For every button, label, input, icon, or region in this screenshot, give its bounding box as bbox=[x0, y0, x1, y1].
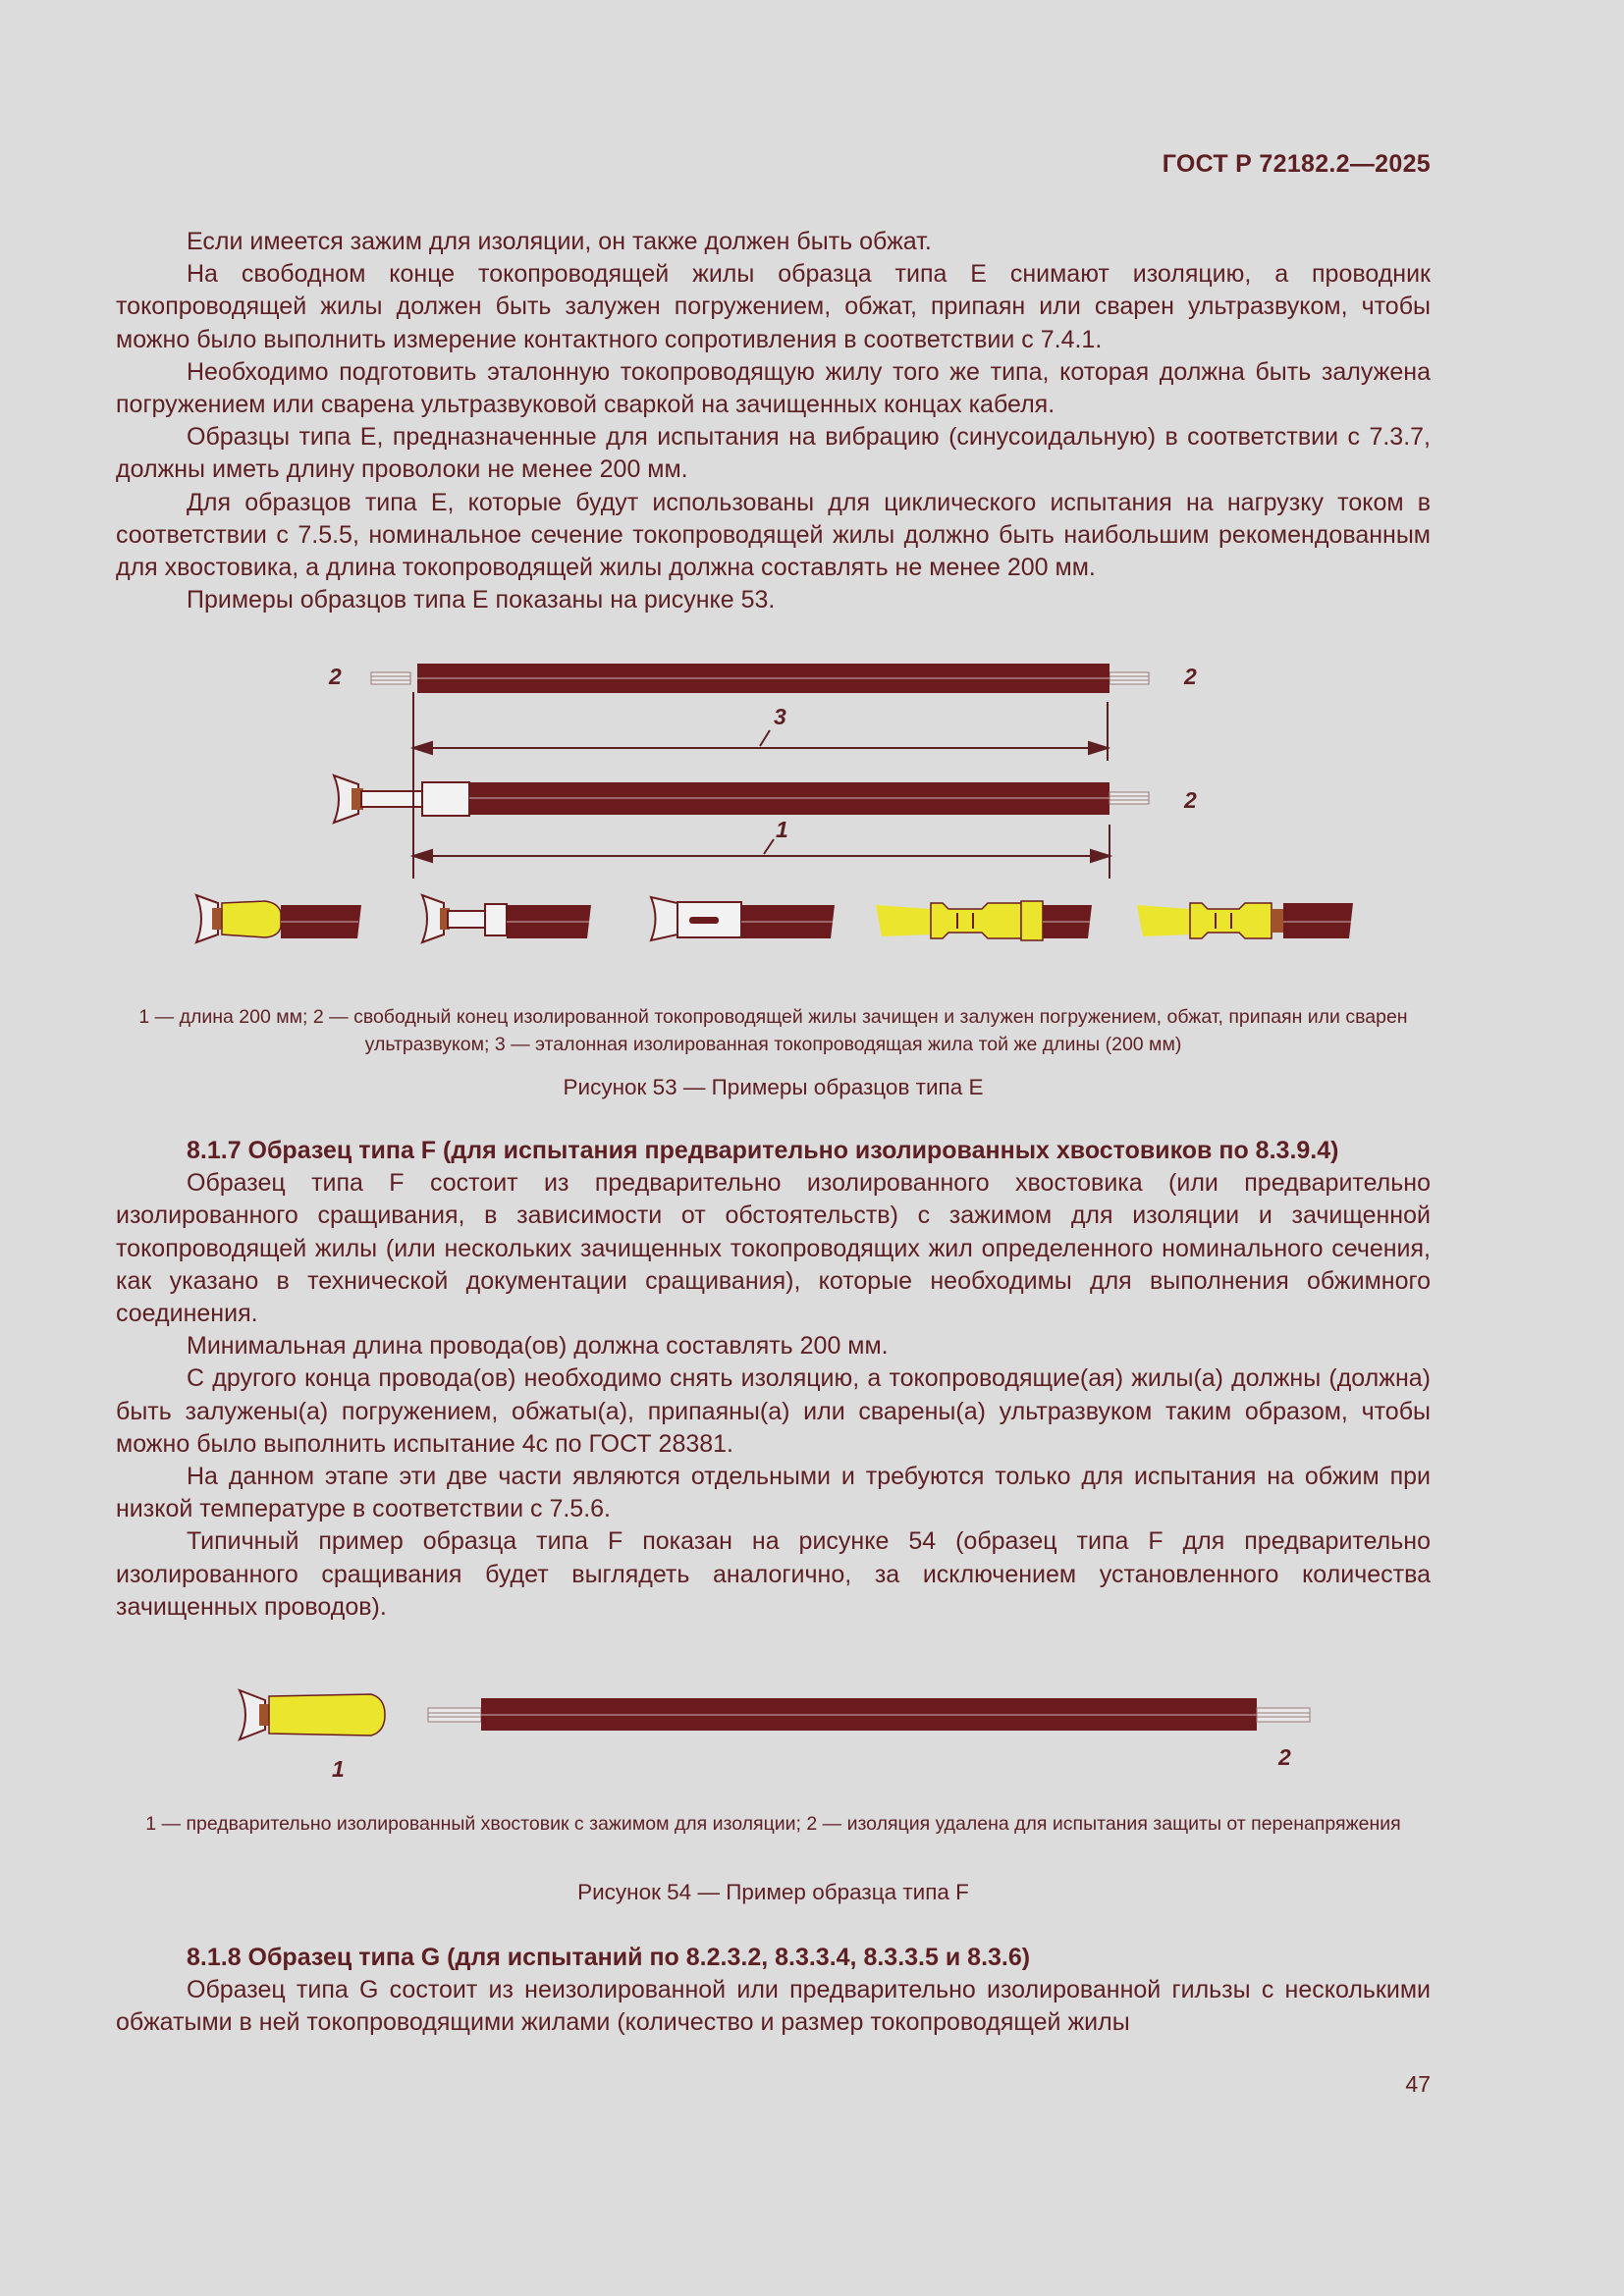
paragraph: Если имеется зажим для изоляции, он также должен быть обжат. bbox=[187, 228, 932, 255]
document-id: ГОСТ Р 72182.2—2025 bbox=[1162, 150, 1431, 178]
section-heading: 8.1.8 Образец типа G (для испытаний по 8.2.3.2, 8.3.3.4, 8.3.3.5 и 8.3.6) bbox=[187, 1944, 1031, 1971]
sample-insulated-terminal bbox=[196, 895, 361, 942]
sample-bare-terminal bbox=[422, 895, 591, 942]
figure-53-title: Рисунок 53 — Примеры образцов типа E bbox=[563, 1075, 984, 1099]
label-2: 2 bbox=[1184, 664, 1197, 689]
section-heading: 8.1.7 Образец типа F (для испытания предварительно изолированных хвостовиков по 8.3.9.4) bbox=[187, 1137, 1339, 1164]
page-number: 47 bbox=[1405, 2071, 1431, 2097]
label-2: 2 bbox=[1184, 787, 1197, 813]
sample-butt-connector bbox=[1137, 903, 1353, 938]
sample-flat-terminal bbox=[651, 897, 835, 940]
paragraph: Образец типа F состоит из предварительно изолированного хвостовика (или предварительно изолированного сращивания, в зависимости от обстоятельств) с зажимом для изоляции и зачищенной токопроводящей жилы (или нескольких зачищенных токопроводящих жил определенного номинального сечения, как указано в технической документации сращивания), которые необходимы для выполнения обжимного соединения. bbox=[116, 1169, 1431, 1328]
section-f-text bbox=[116, 1135, 1431, 1624]
label-2: 2 bbox=[1278, 1744, 1291, 1770]
paragraph: Необходимо подготовить эталонную токопроводящую жилу того же типа, которая должна быть залужена погружением или сварена ультразвуковой сваркой на зачищенных концах кабеля. bbox=[116, 357, 1431, 419]
label-1: 1 bbox=[776, 817, 788, 842]
section-e-text bbox=[116, 226, 1431, 616]
figure-54-drawing bbox=[0, 1669, 1624, 1796]
section-g-text bbox=[116, 1942, 1431, 2040]
paragraph: Минимальная длина провода(ов) должна составлять 200 мм. bbox=[187, 1332, 889, 1361]
figure-53-drawing bbox=[0, 638, 1624, 972]
figure-54-title: Рисунок 54 — Пример образца типа F bbox=[577, 1880, 969, 1904]
figure-54-legend: 1 — предварительно изолированный хвостовик с зажимом для изоляции; 2 — изоляция удалена для испытания защиты от перенапряжения bbox=[145, 1813, 1401, 1835]
paragraph: Образец типа G состоит из неизолированной или предварительно изолированной гильзы с несколькими обжатыми в ней токопроводящими жилами (количество и размер токопроводящей жилы bbox=[116, 1976, 1431, 2037]
dimension-line-3 bbox=[413, 692, 1108, 771]
reference-wire bbox=[371, 664, 1149, 693]
paragraph: На данном этапе эти две части являются отдельными и требуются только для испытания на обжим при низкой температуре в соответствии с 7.5.6. bbox=[116, 1463, 1431, 1523]
paragraph: Типичный пример образца типа F показан на рисунке 54 (образец типа F для предварительно изолированного сращивания будет выглядеть аналогично, за исключением установленного количества зачищенных проводов). bbox=[116, 1527, 1431, 1621]
label-1: 1 bbox=[332, 1756, 345, 1782]
sample-pin-terminal bbox=[876, 901, 1092, 940]
stripped-wire bbox=[428, 1698, 1310, 1731]
paragraph: С другого конца провода(ов) необходимо снять изоляцию, а токопроводящие(ая) жилы(а) должны (должна) быть залужены(а) погружением, обжаты(а), припаяны(а) или сварены(а) ультразвуком таким образом, чтобы можно было выполнить испытание 4с по ГОСТ 28381. bbox=[116, 1364, 1431, 1458]
paragraph: Для образцов типа E, которые будут использованы для циклического испытания на нагрузку током в соответствии с 7.5.5, номинальное сечение токопроводящей жилы должно быть наибольшим рекомендованным для хвостовика, а длина токопроводящей жилы должна составлять не менее 200 мм. bbox=[116, 488, 1431, 582]
label-2: 2 bbox=[329, 664, 342, 689]
paragraph: Образцы типа E, предназначенные для испытания на вибрацию (синусоидальную) в соответствии с 7.3.7, должны иметь длину проволоки не менее 200 мм. bbox=[116, 423, 1431, 484]
paragraph: На свободном конце токопроводящей жилы образца типа E снимают изоляцию, а проводник токопроводящей жилы должен быть залужен погружением, обжат, припаян или сварен ультразвуком, чтобы можно было выполнить измерение контактного сопротивления в соответствии с 7.4.1. bbox=[116, 260, 1431, 353]
insulated-terminal bbox=[240, 1690, 385, 1739]
paragraph: Примеры образцов типа E показаны на рисунке 53. bbox=[187, 586, 776, 614]
figure-53-legend: 1 — длина 200 мм; 2 — свободный конец изолированной токопроводящей жилы зачищен и залужен погружением, обжат, припаян или сварен ультразвуком; 3 — эталонная изолированная токопроводящая жила той же длины (200 мм) bbox=[138, 1006, 1408, 1055]
wire-with-terminal bbox=[334, 775, 1149, 823]
label-3: 3 bbox=[774, 704, 786, 729]
